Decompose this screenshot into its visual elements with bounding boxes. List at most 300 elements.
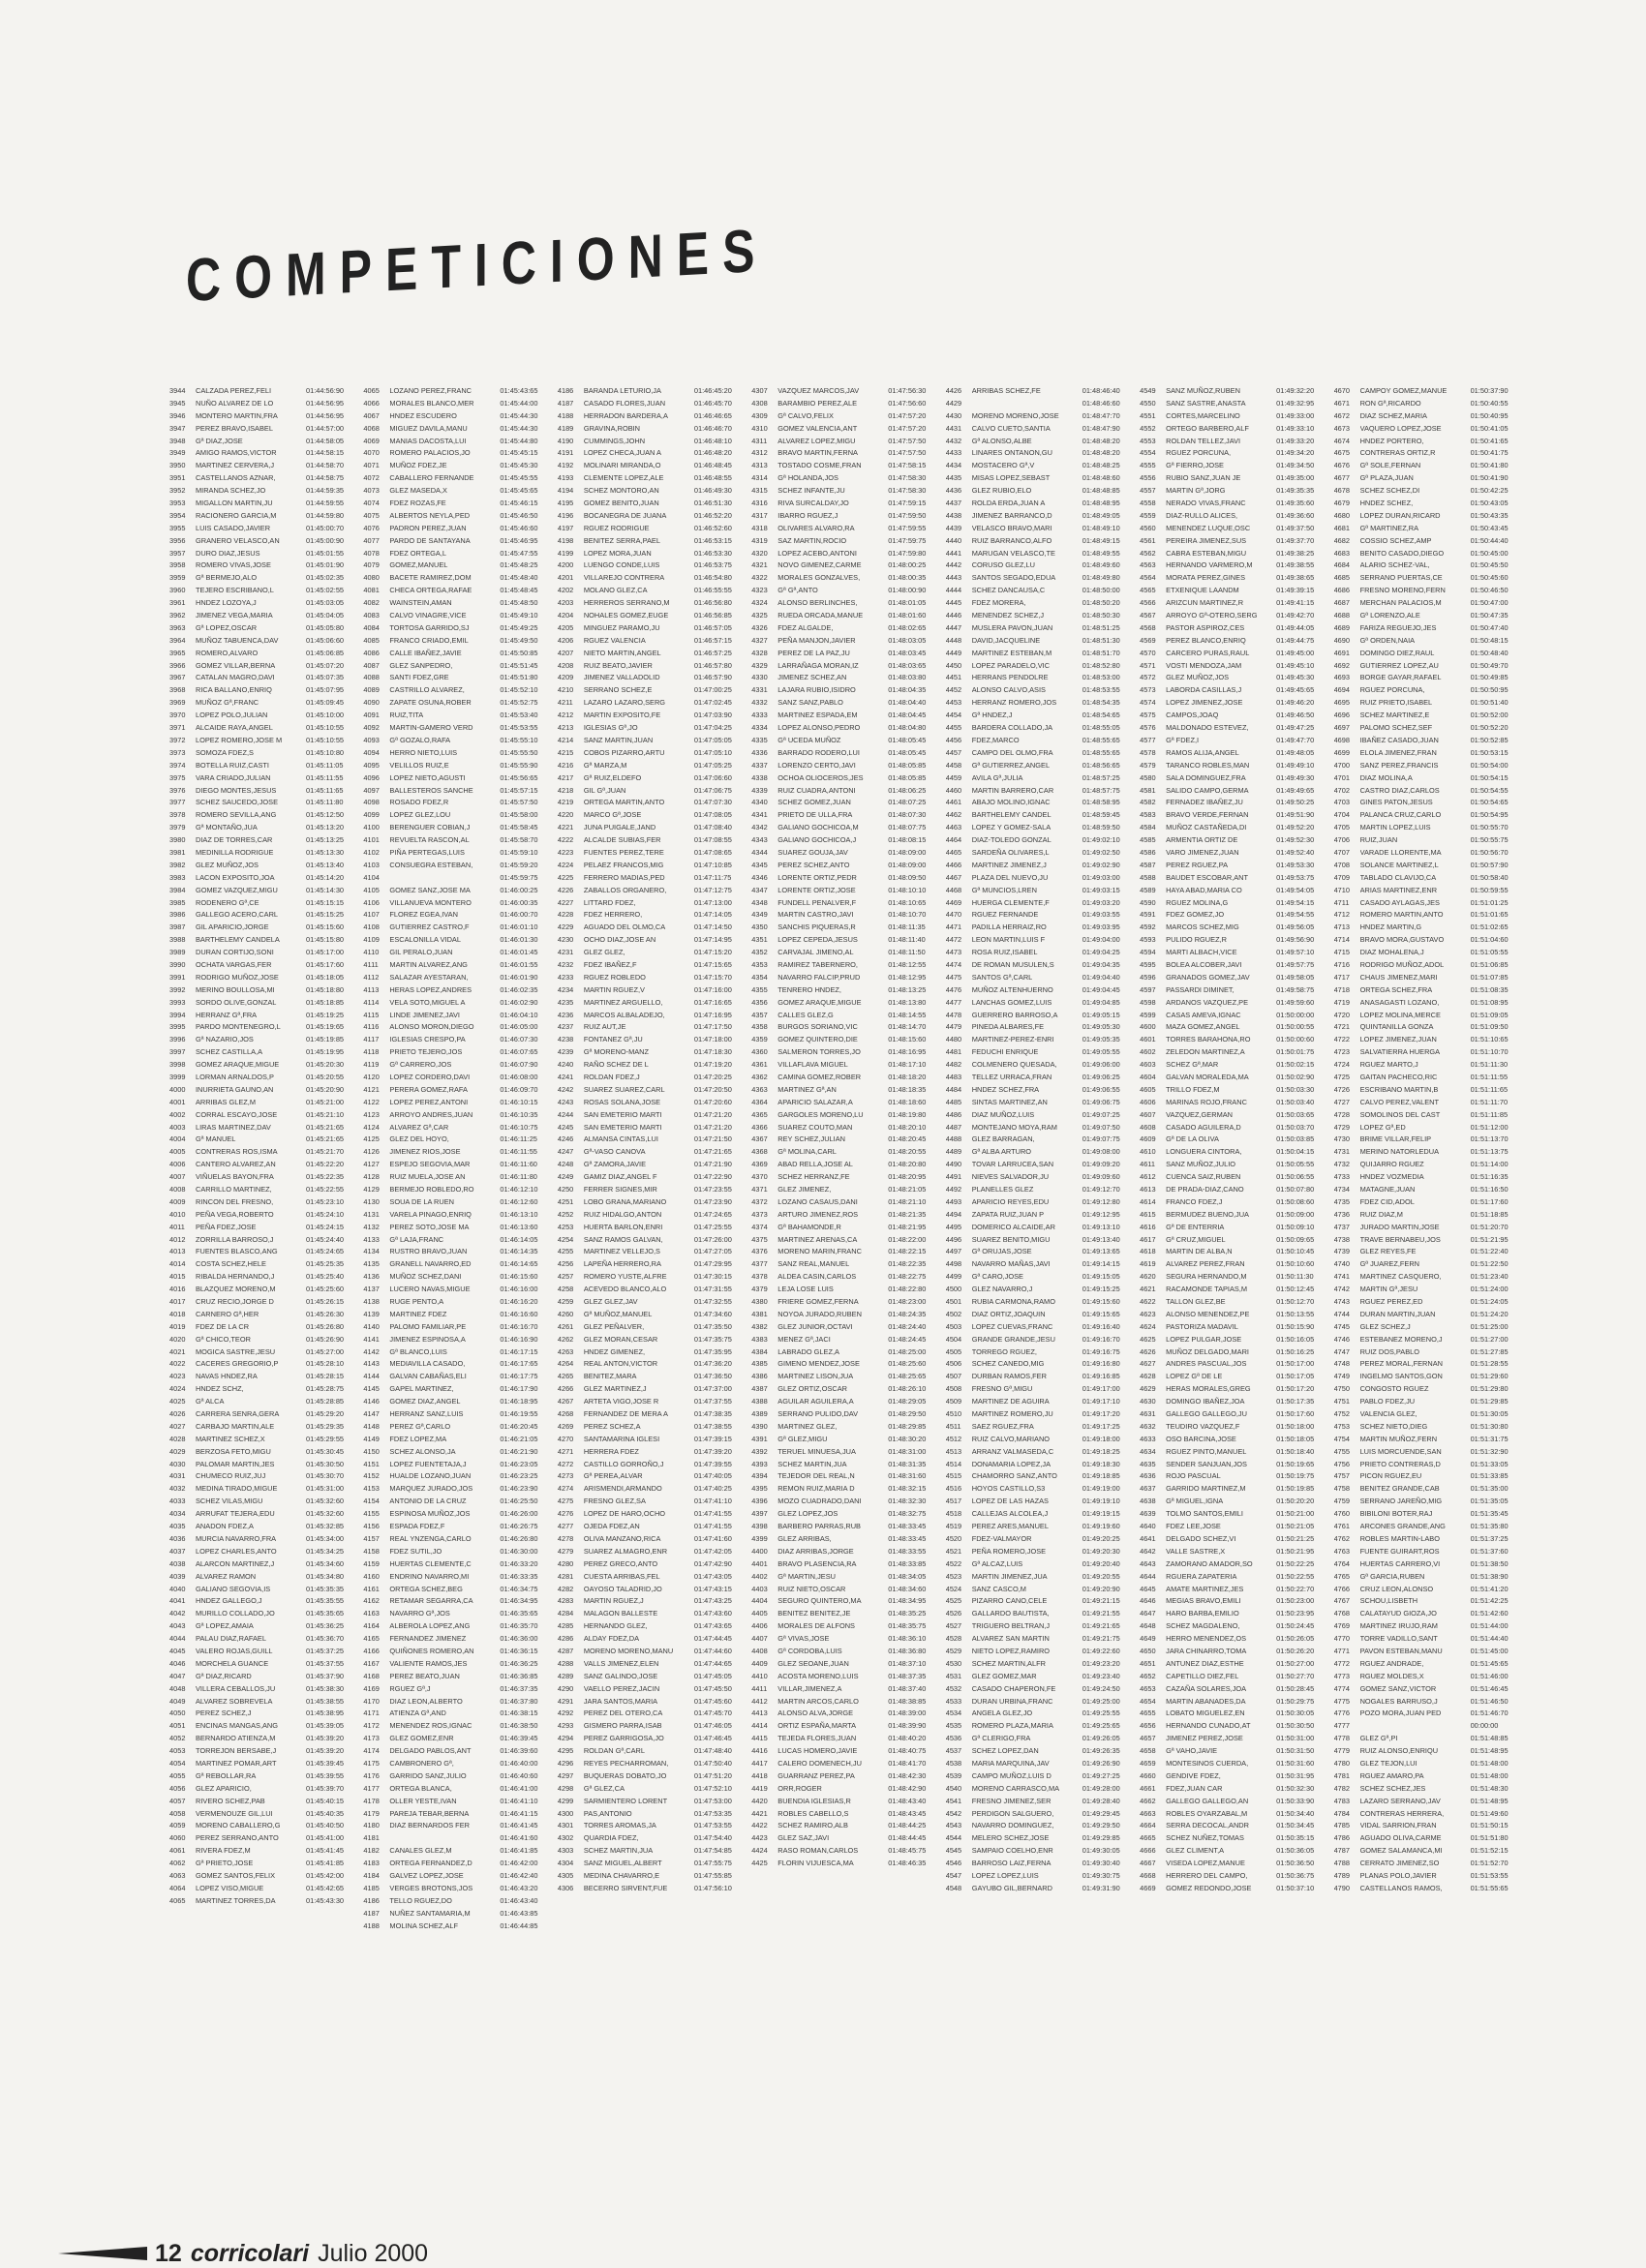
result-time: 01:48:34:60	[888, 1584, 927, 1593]
result-row	[1140, 1059, 1326, 1072]
result-row	[946, 997, 1132, 1010]
result-position: 4636	[1140, 1471, 1156, 1481]
result-name: ALONSO MORON,DIEGO	[389, 1022, 474, 1032]
result-position: 4540	[945, 1783, 962, 1793]
result-row	[558, 660, 744, 673]
result-row	[1140, 436, 1326, 448]
result-time: 01:45:59:75	[500, 872, 538, 882]
result-name: HNDEZ GIMENEZ,	[583, 1346, 646, 1356]
result-time: 01:51:38:50	[1470, 1558, 1509, 1568]
result-time: 01:47:45:70	[693, 1709, 732, 1718]
result-time: 01:46:10:35	[500, 1109, 538, 1119]
result-row	[751, 1209, 937, 1222]
result-row	[751, 897, 937, 910]
result-position: 4610	[1140, 1147, 1156, 1157]
result-name: LEON MARTIN,LUIS F	[971, 935, 1046, 945]
result-time: 01:46:30:00	[500, 1546, 538, 1556]
result-name: PEREZ MORAL,FERNAN	[1359, 1359, 1443, 1369]
result-position: 4473	[945, 948, 962, 957]
result-time: 01:50:24:45	[1276, 1621, 1315, 1631]
result-position: 4327	[751, 635, 768, 645]
result-time: 01:47:59:15	[888, 499, 927, 508]
result-name: MEDINILLA RODRIGUE	[196, 847, 274, 857]
result-name: SUAREZ ALMAGRO,ENR	[583, 1546, 668, 1556]
result-time: 01:47:16:95	[693, 1010, 732, 1019]
result-position: 4666	[1140, 1846, 1156, 1856]
result-time: 01:49:54:15	[1276, 897, 1315, 907]
result-time: 01:48:04:80	[888, 723, 927, 733]
result-name: FRESNO GLEZ,SA	[583, 1497, 646, 1506]
result-position: 4074	[363, 499, 380, 508]
result-row	[558, 622, 744, 635]
result-name: ALARIO SCHEZ-VAL,	[1359, 560, 1430, 570]
result-time: 01:49:13:40	[1082, 1234, 1120, 1244]
result-row	[558, 610, 744, 622]
result-position: 4217	[557, 772, 574, 782]
result-time: 01:49:35:35	[1276, 486, 1315, 496]
result-row	[1140, 1733, 1326, 1745]
result-time: 01:45:34:00	[306, 1533, 345, 1543]
result-time: 01:50:52:20	[1470, 723, 1509, 733]
result-name: RON Gª,RICARDO	[1359, 398, 1421, 408]
result-name: ESTEBANEZ MORENO,J	[1359, 1334, 1443, 1344]
result-time: 01:45:55:10	[500, 735, 538, 744]
result-position: 4556	[1140, 473, 1156, 483]
result-position: 4089	[363, 685, 380, 695]
result-name: GALVAN MORALEDA,MA	[1166, 1072, 1249, 1081]
result-row	[169, 1146, 355, 1159]
result-row	[169, 860, 355, 872]
result-name: HERNANDO CUNADO,AT	[1166, 1721, 1251, 1731]
result-position: 4520	[945, 1533, 962, 1543]
result-row	[751, 1696, 937, 1709]
result-time: 01:50:03:40	[1276, 1097, 1315, 1106]
result-row	[363, 610, 549, 622]
result-time: 01:47:26:00	[693, 1234, 732, 1244]
result-name: AVILA Gª,JULIA	[971, 772, 1023, 782]
result-name: PEREZ SCHEZ,ANTO	[777, 860, 850, 869]
result-row	[1334, 1146, 1520, 1159]
result-position: 4691	[1333, 648, 1351, 657]
result-row	[363, 1796, 549, 1808]
result-name: GLEZ PEÑALVER,	[583, 1321, 645, 1331]
result-name: SUAREZ GOUJA,JAV	[777, 847, 848, 857]
result-time: 01:48:22:35	[888, 1259, 927, 1269]
result-time: 01:45:24:65	[306, 1247, 345, 1256]
result-position: 4509	[945, 1397, 962, 1406]
result-position: 4366	[751, 1122, 768, 1132]
result-position: 4208	[557, 660, 574, 670]
result-row	[946, 485, 1132, 498]
result-name: TORTOSA GARRIDO,SJ	[389, 622, 470, 632]
result-name: RGUEZ FERNANDE	[971, 910, 1039, 920]
result-position: 4747	[1333, 1346, 1351, 1356]
result-time: 01:49:04:40	[1082, 972, 1120, 982]
result-name: HUERTAS CARRERO,VI	[1359, 1558, 1441, 1568]
result-name: MARTINEZ TORRES,DA	[196, 1895, 276, 1905]
result-name: VARA CRIADO,JULIAN	[196, 772, 271, 782]
result-time: 01:47:52:10	[693, 1783, 732, 1793]
result-time: 01:46:41:60	[500, 1833, 538, 1843]
result-row	[1140, 1284, 1326, 1296]
result-time: 01:49:15:65	[1082, 1309, 1120, 1318]
result-position: 4266	[557, 1384, 574, 1394]
result-name: RACAMONDE TAPIAS,M	[1166, 1285, 1248, 1294]
result-row	[1334, 572, 1520, 585]
result-time: 01:47:23:90	[693, 1196, 732, 1206]
result-position: 4014	[169, 1259, 186, 1269]
result-time: 01:50:17:35	[1276, 1397, 1315, 1406]
result-name: SAN EMETERIO MARTI	[583, 1122, 662, 1132]
result-position: 4238	[557, 1035, 574, 1044]
result-name: GRAVINA,ROBIN	[583, 423, 641, 433]
result-position: 4764	[1333, 1558, 1351, 1568]
result-time: 01:50:31:95	[1276, 1770, 1315, 1780]
result-time: 01:49:14:15	[1082, 1259, 1120, 1269]
result-position: 4096	[363, 772, 380, 782]
result-row	[363, 1271, 549, 1284]
result-position: 4220	[557, 810, 574, 820]
result-name: DONAMARIA LOPEZ,JA	[971, 1459, 1052, 1468]
result-time: 01:49:13:65	[1082, 1247, 1120, 1256]
result-time: 01:45:41:85	[306, 1859, 345, 1868]
result-row	[1140, 710, 1326, 722]
result-name: Gª NAZARIO,JOS	[196, 1035, 254, 1044]
result-position: 4099	[363, 810, 380, 820]
result-row	[946, 1470, 1132, 1483]
result-name: SEGURA HERNANDO,M	[1166, 1272, 1247, 1282]
result-name: RGUEZ MOLDES,X	[1359, 1671, 1424, 1680]
result-position: 4530	[945, 1658, 962, 1668]
result-position: 4376	[751, 1247, 768, 1256]
result-time: 01:49:19:15	[1082, 1509, 1120, 1519]
result-position: 4367	[751, 1134, 768, 1144]
result-position: 4154	[363, 1497, 380, 1506]
result-position: 4335	[751, 735, 768, 744]
result-name: MAZA GOMEZ,ANGEL	[1166, 1022, 1240, 1032]
result-position: 4602	[1140, 1047, 1156, 1057]
result-position: 3981	[169, 847, 186, 857]
result-name: LOPEZ GLEZ,LOU	[389, 810, 451, 820]
result-name: BARBERO PARRAS,RUB	[777, 1522, 861, 1531]
result-position: 4113	[363, 984, 380, 994]
result-time: 01:50:13:55	[1276, 1309, 1315, 1318]
result-name: PALOMO FAMILIAR,PE	[389, 1321, 467, 1331]
result-name: SCHEZ CANEDO,MIG	[971, 1359, 1045, 1369]
result-position: 4500	[945, 1285, 962, 1294]
result-name: JIMENEZ SCHEZ,AN	[777, 673, 847, 682]
result-row	[1140, 610, 1326, 622]
result-name: MARTINEZ ARENAS,CA	[777, 1234, 858, 1244]
result-row	[751, 585, 937, 597]
result-row	[558, 1271, 744, 1284]
result-row	[169, 1770, 355, 1783]
result-row	[1334, 472, 1520, 485]
result-row	[751, 997, 937, 1010]
result-position: 4664	[1140, 1821, 1156, 1830]
result-time: 01:48:09:00	[888, 860, 927, 869]
result-row	[558, 1521, 744, 1533]
result-time: 01:46:37:35	[500, 1683, 538, 1693]
result-row	[751, 772, 937, 785]
result-position: 4668	[1140, 1870, 1156, 1880]
result-time: 01:45:46:60	[500, 523, 538, 532]
result-time: 01:50:30:05	[1276, 1709, 1315, 1718]
result-time: 01:45:07:20	[306, 660, 345, 670]
result-position: 4426	[945, 386, 962, 395]
result-position: 4230	[557, 935, 574, 945]
result-name: SCHEZ LOPEZ,DAN	[971, 1746, 1039, 1756]
result-row	[946, 984, 1132, 997]
result-time: 01:50:45:60	[1470, 573, 1509, 583]
result-position: 4155	[363, 1509, 380, 1519]
result-name: Gª MARTINEZ,RA	[1359, 523, 1419, 532]
result-position: 4186	[557, 386, 574, 395]
result-row	[1334, 1046, 1520, 1059]
result-time: 01:51:35:80	[1470, 1522, 1509, 1531]
result-position: 4320	[751, 548, 768, 558]
result-row	[363, 1421, 549, 1434]
result-time: 01:48:04:40	[888, 698, 927, 708]
result-row	[169, 1470, 355, 1483]
result-position: 4375	[751, 1234, 768, 1244]
result-time: 01:49:39:15	[1276, 586, 1315, 595]
result-row	[558, 1122, 744, 1134]
result-position: 4272	[557, 1459, 574, 1468]
result-name: FDEZ,JUAN CAR	[1166, 1783, 1223, 1793]
result-time: 01:50:16:05	[1276, 1334, 1315, 1344]
result-time: 01:47:08:55	[693, 835, 732, 845]
result-name: GARGOLES MORENO,LU	[777, 1109, 864, 1119]
result-time: 01:50:26:05	[1276, 1634, 1315, 1644]
result-name: ESPEJO SEGOVIA,MAR	[389, 1160, 471, 1169]
result-time: 01:49:33:20	[1276, 436, 1315, 445]
result-position: 4529	[945, 1646, 962, 1655]
result-row	[1334, 1745, 1520, 1758]
result-name: FRESNO JIMENEZ,SER	[971, 1796, 1052, 1805]
result-name: DIAZ SCHEZ,MARIA	[1359, 410, 1427, 420]
result-name: RUIZ DOS,PABLO	[1359, 1346, 1420, 1356]
result-position: 4476	[945, 984, 962, 994]
result-time: 01:50:49:85	[1470, 673, 1509, 682]
result-position: 4085	[363, 635, 380, 645]
result-position: 4515	[945, 1471, 962, 1481]
result-name: TOVAR LARRUCEA,SAN	[971, 1160, 1054, 1169]
result-row	[363, 785, 549, 798]
result-position: 4752	[1333, 1409, 1351, 1419]
result-row	[558, 1470, 744, 1483]
result-position: 4603	[1140, 1060, 1156, 1070]
result-name: FDEZ LOPEZ,MA	[389, 1434, 447, 1443]
result-position: 4300	[557, 1808, 574, 1818]
result-position: 4705	[1333, 823, 1351, 832]
result-name: BERENGUER COBIAN,J	[389, 823, 471, 832]
result-name: GLEZ RUBIO,ELO	[971, 486, 1032, 496]
result-row	[363, 747, 549, 760]
result-name: FERNADEZ IBAÑEZ,JU	[1166, 798, 1243, 807]
result-name	[1360, 1720, 1471, 1733]
result-row	[751, 610, 937, 622]
result-row	[946, 809, 1132, 822]
result-row	[363, 460, 549, 472]
result-time: 01:48:29:05	[888, 1397, 927, 1406]
result-name: DURBAN RAMOS,FER	[971, 1372, 1047, 1381]
result-name: TORRES AROMAS,JA	[583, 1821, 656, 1830]
result-time: 01:48:09:00	[888, 847, 927, 857]
result-name: LIRAS MARTINEZ,DAV	[196, 1122, 271, 1132]
result-time: 01:50:54:65	[1470, 798, 1509, 807]
result-position: 4785	[1333, 1821, 1351, 1830]
result-position: 4184	[363, 1870, 380, 1880]
result-name: SOUA DE LA RUEN	[389, 1196, 454, 1206]
result-name: GLEZ Gª,PI	[1359, 1734, 1398, 1743]
result-name: NAVARRO DOMINGUEZ,	[971, 1821, 1054, 1830]
result-name: BORGE GAYAR,RAFAEL	[1359, 673, 1442, 682]
result-time: 01:49:05:15	[1082, 1010, 1120, 1019]
result-time: 01:48:13:80	[888, 997, 927, 1007]
result-row	[1140, 1633, 1326, 1646]
result-position: 4400	[751, 1546, 768, 1556]
result-row	[946, 697, 1132, 710]
result-position: 3992	[169, 984, 186, 994]
result-row	[169, 1508, 355, 1521]
result-position: 4254	[557, 1234, 574, 1244]
result-time: 01:46:41:15	[500, 1808, 538, 1818]
result-name: ZABALLOS ORGANERO,	[583, 885, 667, 894]
result-name	[389, 872, 500, 885]
result-position: 4742	[1333, 1285, 1351, 1294]
result-position: 4037	[169, 1546, 186, 1556]
result-row	[751, 1034, 937, 1046]
result-time: 01:45:53:40	[500, 711, 538, 720]
result-name: BRAVO VERDE,FERNAN	[1166, 810, 1249, 820]
result-position: 4015	[169, 1272, 186, 1282]
result-name: VALERO ROJAS,GUILL	[196, 1646, 273, 1655]
result-row	[751, 1084, 937, 1097]
result-row	[946, 1483, 1132, 1496]
result-row	[169, 684, 355, 697]
result-name: GINES PATON,JESUS	[1359, 798, 1433, 807]
result-name: ROMERO VIVAS,JOSE	[196, 560, 271, 570]
result-position: 4413	[751, 1709, 768, 1718]
result-row	[946, 1658, 1132, 1671]
result-time: 01:48:40:75	[888, 1746, 927, 1756]
result-position: 4260	[557, 1309, 574, 1318]
result-position: 4243	[557, 1097, 574, 1106]
result-position: 4552	[1140, 423, 1156, 433]
result-name: NAVARRO MAÑAS,JAVI	[971, 1259, 1051, 1269]
result-position: 4065	[363, 386, 380, 395]
result-position: 4469	[945, 897, 962, 907]
result-position: 4420	[751, 1796, 768, 1805]
result-position: 4564	[1140, 573, 1156, 583]
result-name: BENITEZ,MARA	[583, 1372, 637, 1381]
result-time: 01:49:06:75	[1082, 1097, 1120, 1106]
result-name: PEREZ SOTO,JOSE MA	[389, 1222, 470, 1231]
result-row	[1334, 523, 1520, 535]
result-time: 01:50:53:15	[1470, 747, 1509, 757]
result-time: 01:46:49:30	[693, 486, 732, 496]
result-name: LUENGO CONDE,LUIS	[583, 560, 660, 570]
result-time: 01:48:55:65	[1082, 747, 1120, 757]
result-position: 4701	[1333, 772, 1351, 782]
result-name: Gª CORDOBA,LUIS	[777, 1646, 842, 1655]
result-name: BARROSO LAIZ,FERNA	[971, 1859, 1052, 1868]
result-time: 01:45:39:70	[306, 1783, 345, 1793]
result-row	[751, 1733, 937, 1745]
result-name: DURO DIAZ,JESUS	[196, 548, 260, 558]
result-time: 01:51:20:70	[1470, 1222, 1509, 1231]
result-name: MARTINEZ LISON,JUA	[777, 1372, 854, 1381]
result-name: RIVA SURCALDAY,JO	[777, 499, 849, 508]
result-position: 3979	[169, 823, 186, 832]
result-position: 4631	[1140, 1409, 1156, 1419]
result-row	[558, 1820, 744, 1832]
result-position: 4334	[751, 723, 768, 733]
result-row	[946, 1097, 1132, 1109]
result-name: LOPEZ PEREZ,ANTONI	[389, 1097, 469, 1106]
result-name: GOMEZ BENITO,JUAN	[583, 499, 659, 508]
result-name: DE ROMAN MUSULEN,S	[971, 959, 1054, 969]
result-position: 4703	[1333, 798, 1351, 807]
result-position: 4231	[557, 948, 574, 957]
result-name: LOPEZ Gª DE LE	[1166, 1372, 1223, 1381]
result-time: 01:47:35:75	[693, 1334, 732, 1344]
result-row	[363, 672, 549, 684]
result-row	[1140, 1434, 1326, 1446]
result-position: 4588	[1140, 872, 1156, 882]
result-name: Gª CARRERO,JOS	[389, 1060, 452, 1070]
result-time: 01:46:26:80	[500, 1533, 538, 1543]
result-name: ORTEGA MARTIN,ANTO	[583, 798, 665, 807]
result-name: HERRERO DEL CAMPO,	[1166, 1870, 1248, 1880]
result-position: 4140	[363, 1321, 380, 1331]
result-time: 01:45:14:20	[306, 872, 345, 882]
result-row	[169, 1010, 355, 1022]
result-position: 4677	[1333, 473, 1351, 483]
result-row	[363, 1234, 549, 1247]
result-name: BARDERA COLLADO,JA	[971, 723, 1053, 733]
result-row	[1334, 1159, 1520, 1171]
result-time: 01:49:36:60	[1276, 510, 1315, 520]
result-time: 01:46:53:30	[693, 548, 732, 558]
result-row	[558, 1408, 744, 1421]
result-position: 4590	[1140, 897, 1156, 907]
result-time: 01:49:05:55	[1082, 1047, 1120, 1057]
result-time: 01:47:53:55	[693, 1821, 732, 1830]
result-name: FDEZ SUTIL,JO	[389, 1546, 442, 1556]
result-time: 01:50:54:15	[1470, 772, 1509, 782]
result-time: 01:47:21:65	[693, 1147, 732, 1157]
result-name: PALAU DIAZ,RAFAEL	[196, 1634, 266, 1644]
result-name: HNDEZ ESCUDERO	[389, 410, 457, 420]
result-time: 01:50:17:20	[1276, 1384, 1315, 1394]
result-row	[946, 959, 1132, 972]
result-position: 4214	[557, 735, 574, 744]
result-position: 4628	[1140, 1372, 1156, 1381]
result-time: 01:45:42:00	[306, 1870, 345, 1880]
result-time: 01:48:49:15	[1082, 535, 1120, 545]
result-position: 4454	[945, 711, 962, 720]
result-position: 4286	[557, 1634, 574, 1644]
result-row	[1334, 447, 1520, 460]
result-name: TORRES BARAHONA,RO	[1166, 1035, 1251, 1044]
result-position: 4178	[363, 1796, 380, 1805]
result-row	[169, 1808, 355, 1821]
result-row	[1140, 498, 1326, 510]
result-position: 4159	[363, 1558, 380, 1568]
result-time: 01:48:22:75	[888, 1272, 927, 1282]
